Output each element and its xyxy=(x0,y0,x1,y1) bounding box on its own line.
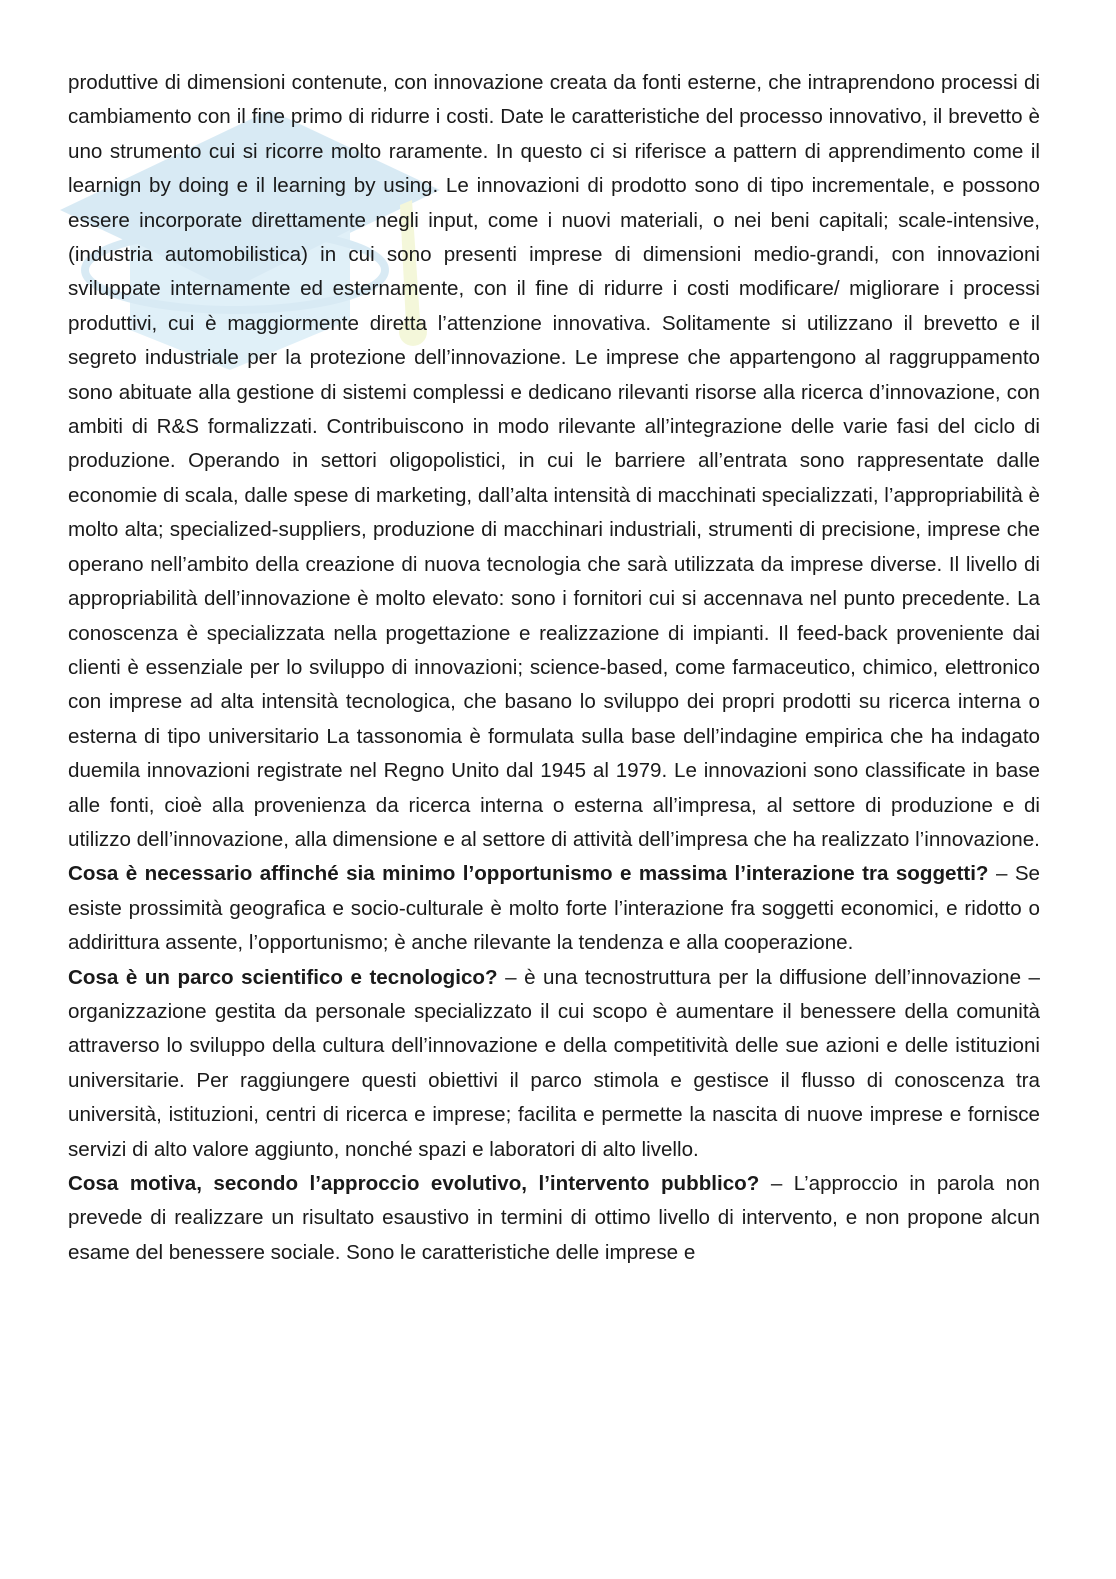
paragraph-public-intervention xyxy=(68,1167,1040,1270)
question-heading: Cosa è necessario affinché sia minimo l’opportunismo e massima l’interazione tra soggetti? xyxy=(68,862,989,886)
paragraph-text: produttive di dimensioni contenute, con innovazione creata da fonti esterne, che intraprendono processi di cambiamento con il fine primo di ridurre i costi. Date le caratteristiche del processo innovativo, il brevetto è uno strumento cui si ricorre molto raramente. In questo ci si riferisce a pattern di apprendimento come il learnign by doing e il learning by using. Le innovazioni di prodotto sono di tipo incrementale, e possono essere incorporate direttamente negli input, come i nuovi materiali, o nei beni capitali; scale-intensive, (industria automobilistica) in cui sono presenti imprese di dimensioni medio-grandi, con innovazioni sviluppate internamente ed esternamente, con il fine di ridurre i costi modificare/ migliorare i processi produttivi, cui è maggiormente diretta l’attenzione innovativa. Solitamente si utilizzano il brevetto e il segreto industriale per la protezione dell’innovazione. Le imprese che appartengono al raggruppamento sono abituate alla gestione di sistemi complessi e dedicano rilevanti risorse alla ricerca d’innovazione, con ambiti di R&S formalizzati. Contribuiscono in modo rilevante all’integrazione delle varie fasi del ciclo di produzione. Operando in settori oligopolistici, in cui le barriere all’entrata sono rappresentate dalle economie di scala, dalle spese di marketing, dall’alta intensità di macchinati specializzati, l’appropriabilità è molto alta; specialized-suppliers, produzione di macchinari industriali, strumenti di precisione, imprese che operano nell’ambito della creazione di nuova tecnologia che sarà utilizzata da imprese diverse. Il livello di appropriabilità dell’innovazione è molto elevato: sono i fornitori cui si accennava nel punto precedente. La conoscenza è specializzata nella progettazione e realizzazione di impianti. Il feed-back proveniente dai clienti è essenziale per lo sviluppo di innovazioni; science-based, come farmaceutico, chimico, elettronico con imprese ad alta intensità tecnologica, che basano lo sviluppo dei propri prodotti su ricerca interna o esterna di tipo universitario La tassonomia è formulata sulla base dell’indagine empirica che ha indagato duemila innovazioni registrate nel Regno Unito dal 1945 al 1979. Le innovazioni sono classificate in base alle fonti, cioè alla provenienza da ricerca interna o esterna all’impresa, al settore di produzione e di utilizzo dell’innovazione, alla dimensione e al settore di attività dell’impresa che ha realizzato l’innovazione. xyxy=(68,71,1040,851)
question-heading: Cosa è un parco scientifico e tecnologico? xyxy=(68,965,498,989)
paragraph-taxonomy xyxy=(68,66,1040,857)
answer-text: – L’approccio in parola non prevede di realizzare un risultato esaustivo in termini di ottimo livello di intervento, e non propone alcun esame del benessere sociale. Sono le caratteristiche delle imprese e xyxy=(68,1172,1040,1264)
document-body xyxy=(68,66,1040,1270)
paragraph-science-park xyxy=(68,961,1040,1167)
paragraph-opportunism xyxy=(68,857,1040,960)
question-heading: Cosa motiva, secondo l’approccio evolutivo, l’intervento pubblico? xyxy=(68,1172,760,1195)
answer-text: – è una tecnostruttura per la diffusione dell’innovazione – organizzazione gestita da personale specializzato il cui scopo è aumentare il benessere della comunità attraverso lo sviluppo della cultura dell’innovazione e della competitività delle sue azioni e delle istituzioni universitarie. Per raggiungere questi obiettivi il parco stimola e gestisce il flusso di conoscenza tra università, istituzioni, centri di ricerca e imprese; facilita e permette la nascita di nuove imprese e fornisce servizi di alto valore aggiunto, nonché spazi e laboratori di alto livello. xyxy=(68,965,1040,1161)
answer-text: – Se esiste prossimità geografica e socio-culturale è molto forte l’interazione fra soggetti economici, e ridotto o addirittura assente, l’opportunismo; è anche rilevante la tendenza e alla cooperazione. xyxy=(68,862,1041,955)
